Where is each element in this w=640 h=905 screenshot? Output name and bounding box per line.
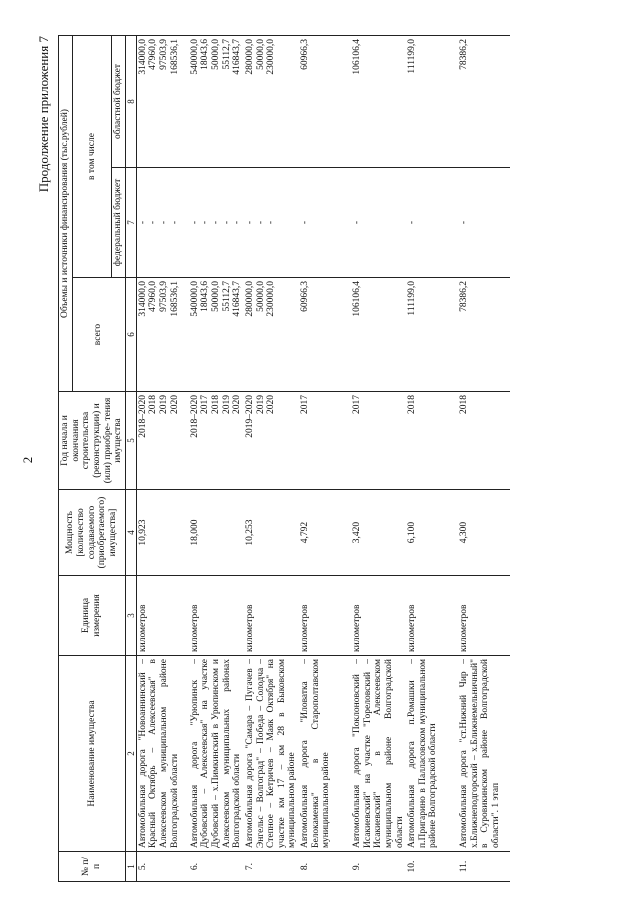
column-number: 8 <box>125 35 136 167</box>
property-table <box>58 35 510 882</box>
row-capacity: 4,300 <box>458 490 510 576</box>
row-regional-value: 540000,0 <box>189 38 200 75</box>
row-years-value: 2018 <box>407 395 418 414</box>
header-federal: федеральный бюджет <box>112 168 126 278</box>
row-unit: километров <box>136 576 189 656</box>
row-capacity: 18,000 <box>189 490 244 576</box>
row-total-value: 55112,7 <box>221 281 232 312</box>
row-regional-value: 50000,0 <box>211 38 222 70</box>
column-number-row <box>125 35 136 881</box>
row-capacity: 10,253 <box>244 490 299 576</box>
column-number: 1 <box>125 852 136 882</box>
row-federal <box>189 168 244 278</box>
row-federal-value: - <box>137 220 148 225</box>
row-regional <box>244 35 299 167</box>
page-number: 2 <box>20 456 35 464</box>
row-regional-value: 314000,0 <box>137 38 148 75</box>
row-years <box>299 392 351 490</box>
table-row <box>189 35 244 881</box>
table-row <box>406 35 458 881</box>
row-name: Автомобильная дорога п.Ромашки – п.Пригарино в Палласовском муниципальном районе Волгоградской области <box>406 656 458 852</box>
row-name: Автомобильная дорога "Урюпинск – Дубовский – Алексеевская" на участке Дубовский – х.Пимкинский в Урюпинском и Алексеевском муниципальных районах Волгоградской области <box>189 656 244 852</box>
row-name: Автомобильная дорога "ст.Нижний Чир – х.Ближнеподгорский – х.Ближнемельничный" в Суровикинском районе Волгоградской области". 1 этап <box>458 656 510 852</box>
row-federal <box>244 168 299 278</box>
row-federal-value: - <box>255 220 266 225</box>
row-federal-value: - <box>148 220 159 225</box>
row-unit: километров <box>458 576 510 656</box>
row-unit: километров <box>299 576 351 656</box>
header-num: № п/п <box>59 852 126 882</box>
row-years <box>406 392 458 490</box>
row-number: 5. <box>136 852 189 882</box>
row-total <box>299 278 351 392</box>
row-regional <box>351 35 406 167</box>
row-federal-value: - <box>169 220 180 225</box>
continuation-note: Продолжение приложения 7 <box>36 36 51 193</box>
row-regional <box>458 35 510 167</box>
document-page <box>18 30 608 890</box>
row-total-value: 540000,0 <box>189 281 200 317</box>
row-total <box>351 278 406 392</box>
table-row <box>458 35 510 881</box>
row-years-value: 2020 <box>232 395 243 414</box>
row-total-value: 106106,4 <box>352 281 363 317</box>
row-regional-value: 60966,3 <box>300 38 311 70</box>
row-unit: километров <box>189 576 244 656</box>
row-total-value: 111199,0 <box>407 281 418 316</box>
row-regional <box>136 35 189 167</box>
row-years-value: 2019–2020 <box>244 395 255 438</box>
row-capacity: 6,100 <box>406 490 458 576</box>
column-number: 3 <box>125 576 136 656</box>
row-regional-value: 97503,9 <box>159 38 170 70</box>
row-federal-value: - <box>211 220 222 225</box>
row-capacity: 4,792 <box>299 490 351 576</box>
row-years-value: 2020 <box>266 395 277 414</box>
row-years-value: 2019 <box>255 395 266 414</box>
row-name: Автомобильная дорога "Поклоновский – Исакиевский" на участке "Гореловский – Исакиевский" в Алексеевском муниципальном районе Волгоградской области <box>351 656 406 852</box>
row-federal <box>351 168 406 278</box>
row-regional <box>189 35 244 167</box>
row-federal-value: - <box>300 220 311 225</box>
row-federal-value: - <box>189 220 200 225</box>
row-years <box>244 392 299 490</box>
table-row <box>244 35 299 881</box>
column-number: 2 <box>125 656 136 852</box>
table-row <box>299 35 351 881</box>
row-federal-value: - <box>200 220 211 225</box>
row-years-value: 2018 <box>148 395 159 414</box>
column-number: 6 <box>125 278 136 392</box>
column-number: 7 <box>125 168 136 278</box>
row-unit: километров <box>244 576 299 656</box>
row-federal-value: - <box>232 220 243 225</box>
row-federal <box>136 168 189 278</box>
row-federal <box>406 168 458 278</box>
row-total <box>136 278 189 392</box>
row-regional <box>299 35 351 167</box>
column-number: 5 <box>125 392 136 490</box>
row-regional-value: 50000,0 <box>255 38 266 70</box>
row-total-value: 168536,1 <box>169 281 180 317</box>
row-years-value: 2017 <box>200 395 211 414</box>
row-federal-value: - <box>407 220 418 225</box>
row-federal <box>458 168 510 278</box>
table-body <box>136 35 510 881</box>
row-regional-value: 280000,0 <box>244 38 255 75</box>
row-regional-value: 230000,0 <box>266 38 277 75</box>
row-regional-value: 47960,0 <box>148 38 159 70</box>
row-years-value: 2018 <box>459 395 470 414</box>
column-number: 4 <box>125 490 136 576</box>
row-total-value: 97503,9 <box>159 281 170 312</box>
header-capacity: Мощность [количество создаваемого (приобретаемого) имущества] <box>59 490 126 576</box>
row-unit: километров <box>351 576 406 656</box>
header-regional: областной бюджет <box>112 35 126 167</box>
row-unit: километров <box>406 576 458 656</box>
row-years <box>189 392 244 490</box>
row-federal <box>299 168 351 278</box>
row-name: Автомобильная дорога "Иловатка – Белокаменка" в Старополтавском муниципальном районе <box>299 656 351 852</box>
row-years-value: 2018–2020 <box>137 395 148 438</box>
row-federal-value: - <box>159 220 170 225</box>
row-years-value: 2019 <box>221 395 232 414</box>
row-name: Автомобильная дорога "Новоаннинский – Красный Октябрь – Алексеевская" в Алексеевском муниципальном районе Волгоградской области <box>136 656 189 852</box>
row-total-value: 230000,0 <box>266 281 277 317</box>
row-total <box>244 278 299 392</box>
header-unit: Единица измерения <box>59 576 126 656</box>
row-years <box>458 392 510 490</box>
row-years <box>351 392 406 490</box>
row-regional-value: 78386,2 <box>459 38 470 70</box>
row-federal-value: - <box>244 220 255 225</box>
row-federal-value: - <box>352 220 363 225</box>
row-federal-value: - <box>221 220 232 225</box>
row-total <box>406 278 458 392</box>
row-regional-value: 111199,0 <box>407 38 418 74</box>
row-total-value: 314000,0 <box>137 281 148 317</box>
row-number: 8. <box>299 852 351 882</box>
row-total-value: 60966,3 <box>300 281 311 312</box>
table-row <box>351 35 406 881</box>
row-total-value: 50000,0 <box>255 281 266 312</box>
header-incl: в том числе <box>72 35 112 277</box>
row-regional-value: 106106,4 <box>352 38 363 75</box>
row-regional-value: 18043,6 <box>200 38 211 70</box>
table-row <box>136 35 189 881</box>
row-total-value: 50000,0 <box>211 281 222 312</box>
row-number: 9. <box>351 852 406 882</box>
row-number: 6. <box>189 852 244 882</box>
row-total-value: 18043,6 <box>200 281 211 312</box>
row-number: 11. <box>458 852 510 882</box>
header-total: всего <box>72 278 125 392</box>
row-total-value: 78386,2 <box>459 281 470 312</box>
row-years-value: 2017 <box>352 395 363 414</box>
row-regional <box>406 35 458 167</box>
row-number: 10. <box>406 852 458 882</box>
row-regional-value: 55112,7 <box>221 38 232 70</box>
row-total-value: 416843,7 <box>232 281 243 317</box>
row-number: 7. <box>244 852 299 882</box>
row-years-value: 2017 <box>300 395 311 414</box>
row-years-value: 2018–2020 <box>189 395 200 438</box>
row-years-value: 2020 <box>169 395 180 414</box>
header-funding: Объемы и источники финансирования (тыс.рублей) <box>59 35 73 391</box>
row-name: Автомобильная дорога "Самара – Пугачев – Энгельс – Волгоград" – Победа – Солодча – Степное – Кетричев – Маяк Октября" на участке км 17 – км 28 в Быковском муниципальном районе <box>244 656 299 852</box>
row-total-value: 280000,0 <box>244 281 255 317</box>
header-years: Год начала и окончания строительства (реконструкции) и (или) приобре- тения имущества <box>59 392 126 490</box>
row-regional-value: 416843,7 <box>232 38 243 75</box>
row-federal-value: - <box>459 220 470 225</box>
header-name: Наименование имущества <box>59 656 126 852</box>
row-total <box>458 278 510 392</box>
row-capacity: 10,923 <box>136 490 189 576</box>
row-total-value: 47960,0 <box>148 281 159 312</box>
row-regional-value: 168536,1 <box>169 38 180 75</box>
row-capacity: 3,420 <box>351 490 406 576</box>
row-years-value: 2019 <box>159 395 170 414</box>
row-total <box>189 278 244 392</box>
row-years <box>136 392 189 490</box>
row-federal-value: - <box>266 220 277 225</box>
row-years-value: 2018 <box>211 395 222 414</box>
